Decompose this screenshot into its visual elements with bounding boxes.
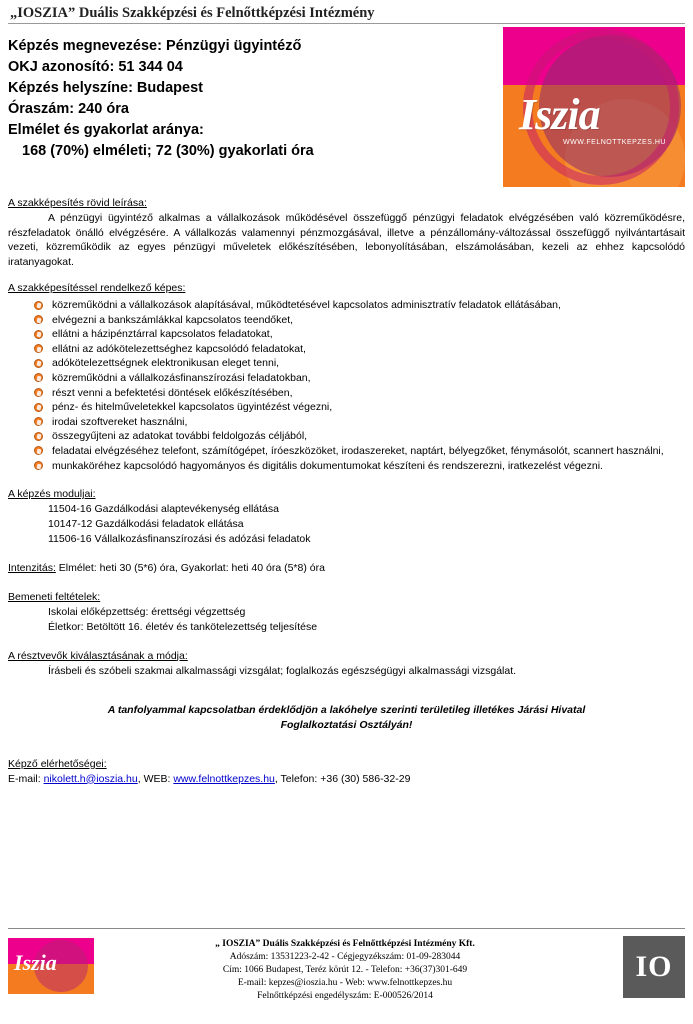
selection-method-paragraph: Írásbeli és szóbeli szakmai alkalmassági vizsgálat; foglalkozás egészségügyi alkalmassági vizsgálat. [48,664,517,677]
bullet-icon [34,359,43,368]
footer-logo-letter-i: I [14,950,23,975]
bullet-icon [34,388,43,397]
selection-method-heading: A résztvevők kiválasztásának a módja: [8,649,188,662]
skills-heading-colon: : [182,282,186,294]
institution-title: „IOSZIA” Duális Szakképzési és Felnőttképzési Intézmény [10,5,375,21]
email-link[interactable]: nikolett.h@ioszia.hu [43,772,138,785]
description-heading: A szakképesítés rövid leírása: [8,197,147,209]
bullet-icon [34,461,43,470]
module-item: 11504-16 Gazdálkodási alaptevékenység ellátása [48,503,279,516]
document-footer [0,934,693,1024]
footer-logo-wordmark [14,950,57,976]
logo-letter-i: I [519,90,536,139]
list-item [34,415,685,430]
contact-line [8,772,685,787]
logo-website-text: WWW.FELNOTTKEPZES.HU [563,139,666,146]
footer-company-name: „ IOSZIA” Duális Szakképzési és Felnőttképzési Intézmény Kft. [215,939,475,949]
entry-requirements-heading: Bemeneti feltételek: [8,590,101,603]
list-item-label: pénz- és hitelműveletekkel kapcsolatos ügyintézést végezni, [52,401,333,414]
theory-practice-ratio-line: Elmélet és gyakorlat aránya: [8,122,204,138]
list-item [34,356,685,371]
list-item [34,429,685,444]
list-item-label: ellátni a házipénztárral kapcsolatos feladatokat, [52,328,273,341]
list-item [34,400,685,415]
list-item [34,298,685,313]
list-item-label: munkaköréhez kapcsolódó hagyományos és digitális dokumentumokat készíteni és rendszerezni, iratkezelést végezni. [52,459,603,472]
footer-tax-number: Adószám: 13531223-2-42 - Cégjegyzékszám: 01-09-283044 [229,952,461,962]
footer-divider [8,928,685,929]
phone-text: , Telefon: +36 (30) 586-32-29 [274,772,411,785]
bullet-icon [34,301,43,310]
list-item-label: elvégezni a bankszámlákkal kapcsolatos teendőket, [52,313,294,326]
list-item-label: összegyűjteni az adatokat további feldolgozás céljából, [52,430,308,443]
footer-logo-letters-szia: szia [22,950,57,975]
list-item-label: irodai szoftvereket használni, [52,415,188,428]
footer-logo [8,938,94,994]
list-item-label: közreműködni a vállalkozások alapításával, működtetésével kapcsolatos adminisztratív feladatok ellátásában, [52,299,561,311]
logo-letters-szia: szia [535,90,600,139]
bullet-icon [34,315,43,324]
web-label: , WEB: [137,772,174,785]
skills-heading-text: A szakképesítéssel rendelkező képes [8,282,183,294]
footer-company-block [110,938,580,1003]
list-item [34,327,685,342]
list-item-label: ellátni az adókötelezettséghez kapcsolódó feladatokat, [52,342,306,355]
okj-id-line: OKJ azonosító: 51 344 04 [8,59,183,75]
skills-heading [8,281,685,296]
notice-line-2: Foglalkoztatási Osztályán! [280,718,413,731]
entry-requirement-item: Életkor: Betöltött 16. életév és tankötelezettség teljesítése [48,620,318,633]
intensity-row [8,561,685,576]
list-item [34,386,685,401]
bullet-icon [34,403,43,412]
description-paragraph: A pénzügyi ügyintéző alkalmas a vállalkozások működésével összefüggő pénzügyi feladatok elvégzésében való közreműködésre, részfeladatok önálló elvégzésére. A vállalkozás valamennyi pénzmozgásával, illetve a pénzállomány-változással összefüggő nyilvántartásait vezeti, közreműködik az egyes pénzügyi műveletek előkészítésében, lebonyolításában, elszámolásában, kezeli az ehhez kapcsolódó iratanyagokat. [8,212,685,268]
footer-address: Cím: 1066 Budapest, Teréz körút 12. - Telefon: +36(37)301-649 [222,965,468,975]
bullet-icon [34,432,43,441]
list-item [34,459,685,474]
bullet-icon [34,446,43,455]
footer-contact: E-mail: kepzes@ioszia.hu - Web: www.felnottkepzes.hu [237,978,453,988]
notice-line-1: A tanfolyammal kapcsolatban érdeklődjön a lakóhelye szerinti területileg illetékes Járási Hivatal [107,703,586,716]
module-item: 10147-12 Gazdálkodási feladatok ellátása [48,517,244,530]
intensity-heading: Intenzitás: [8,561,56,574]
course-name-line: Képzés megnevezése: Pénzügyi ügyintéző [8,38,302,54]
skills-list [8,298,685,473]
list-item-label: közreműködni a vállalkozásfinanszírozási feladatokban, [52,371,311,384]
website-link[interactable]: www.felnottkepzes.hu [173,772,275,785]
list-item [34,371,685,386]
contact-heading: Képző elérhetőségei: [8,757,107,770]
brand-logo [503,27,685,187]
list-item-label: adókötelezettségnek elektronikusan eleget tenni, [52,357,280,370]
intensity-value: Elmélet: heti 30 (5*6) óra, Gyakorlat: heti 40 óra (5*8) óra [55,561,325,574]
io-mark: IO [623,936,685,998]
list-item-label: részt venni a befektetési döntések előkészítésében, [52,386,293,399]
entry-requirement-item: Iskolai előképzettség: érettségi végzettség [48,605,246,618]
email-label: E-mail: [8,772,44,785]
bullet-icon [34,373,43,382]
list-item-label: feladatai elvégzéséhez telefont, számítógépet, íróeszközöket, irodaszereket, naptárt, bélyegzőket, fénymásolót, scannert használni, [52,444,664,457]
document-header [8,4,685,24]
list-item [34,313,685,328]
footer-licence-number: Felnőttképzési engedélyszám: E-000526/2014 [257,991,433,1001]
module-item: 11506-16 Vállalkozásfinanszírozási és adózási feladatok [48,532,311,545]
theory-practice-detail-line: 168 (70%) elméleti; 72 (30%) gyakorlati óra [22,143,314,159]
course-title-block [8,36,488,162]
bullet-icon [34,344,43,353]
modules-heading: A képzés moduljai: [8,488,96,501]
bullet-icon [34,330,43,339]
location-line: Képzés helyszíne: Budapest [8,80,203,96]
document-body [8,196,685,787]
logo-wordmark [519,89,600,140]
list-item [34,444,685,459]
hours-line: Óraszám: 240 óra [8,101,129,117]
bullet-icon [34,417,43,426]
list-item [34,342,685,357]
